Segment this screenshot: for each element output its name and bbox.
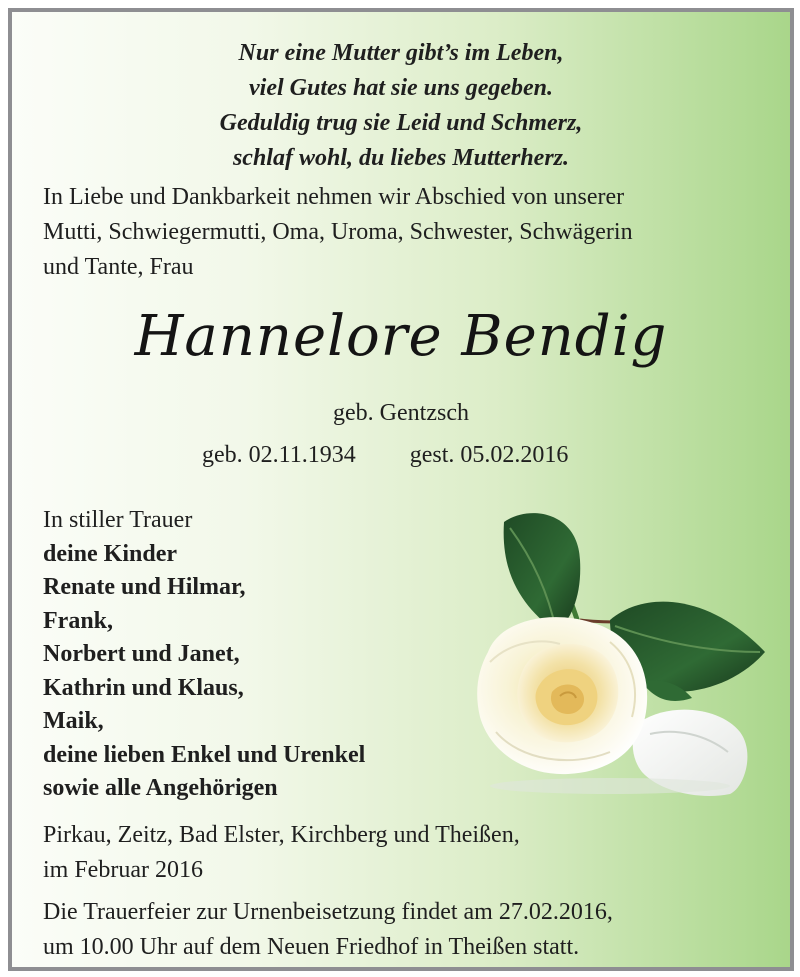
place-line: Pirkau, Zeitz, Bad Elster, Kirchberg und Theißen, xyxy=(43,822,520,848)
mourner-line: Renate und Hilmar, xyxy=(43,574,246,600)
mourners-heading: In stiller Trauer xyxy=(43,507,193,533)
obituary-card xyxy=(8,8,794,971)
life-dates xyxy=(202,438,568,473)
poem-line: viel Gutes hat sie uns gegeben. xyxy=(249,75,553,101)
place-and-date xyxy=(43,818,520,888)
deceased-name: Hannelore Bendig xyxy=(134,304,668,369)
intro-text xyxy=(43,180,633,285)
mourner-line: Kathrin und Klaus, xyxy=(43,674,244,701)
poem xyxy=(12,36,790,176)
ceremony-line: Die Trauerfeier zur Urnenbeisetzung findet am 27.02.2016, xyxy=(43,899,613,925)
intro-line: Mutti, Schwiegermutti, Oma, Uroma, Schwester, Schwägerin xyxy=(43,219,633,245)
death-date: gest. 05.02.2016 xyxy=(409,442,569,468)
birth-date: geb. 02.11.1934 xyxy=(202,442,356,468)
mourner-line: deine lieben Enkel und Urenkel xyxy=(43,741,366,768)
white-rose-image xyxy=(460,502,770,802)
place-line: im Februar 2016 xyxy=(43,857,203,883)
intro-line: und Tante, Frau xyxy=(43,254,194,280)
mourner-line: sowie alle Angehörigen xyxy=(43,775,278,801)
mourner-line: deine Kinder xyxy=(43,540,178,567)
mourners-list xyxy=(43,504,365,806)
ceremony-line: um 10.00 Uhr auf dem Neuen Friedhof in Theißen statt. xyxy=(43,934,580,960)
poem-line: Nur eine Mutter gibt’s im Leben, xyxy=(238,40,564,66)
mourner-line: Maik, xyxy=(43,708,104,734)
poem-line: schlaf wohl, du liebes Mutterherz. xyxy=(232,145,570,171)
birth-name: geb. Gentzsch xyxy=(333,400,469,426)
ceremony-notice xyxy=(43,895,613,965)
poem-line: Geduldig trug sie Leid und Schmerz, xyxy=(219,110,583,136)
intro-line: In Liebe und Dankbarkeit nehmen wir Abschied von unserer xyxy=(43,184,625,210)
mourner-line: Frank, xyxy=(43,607,114,634)
mourner-line: Norbert und Janet, xyxy=(43,641,240,667)
